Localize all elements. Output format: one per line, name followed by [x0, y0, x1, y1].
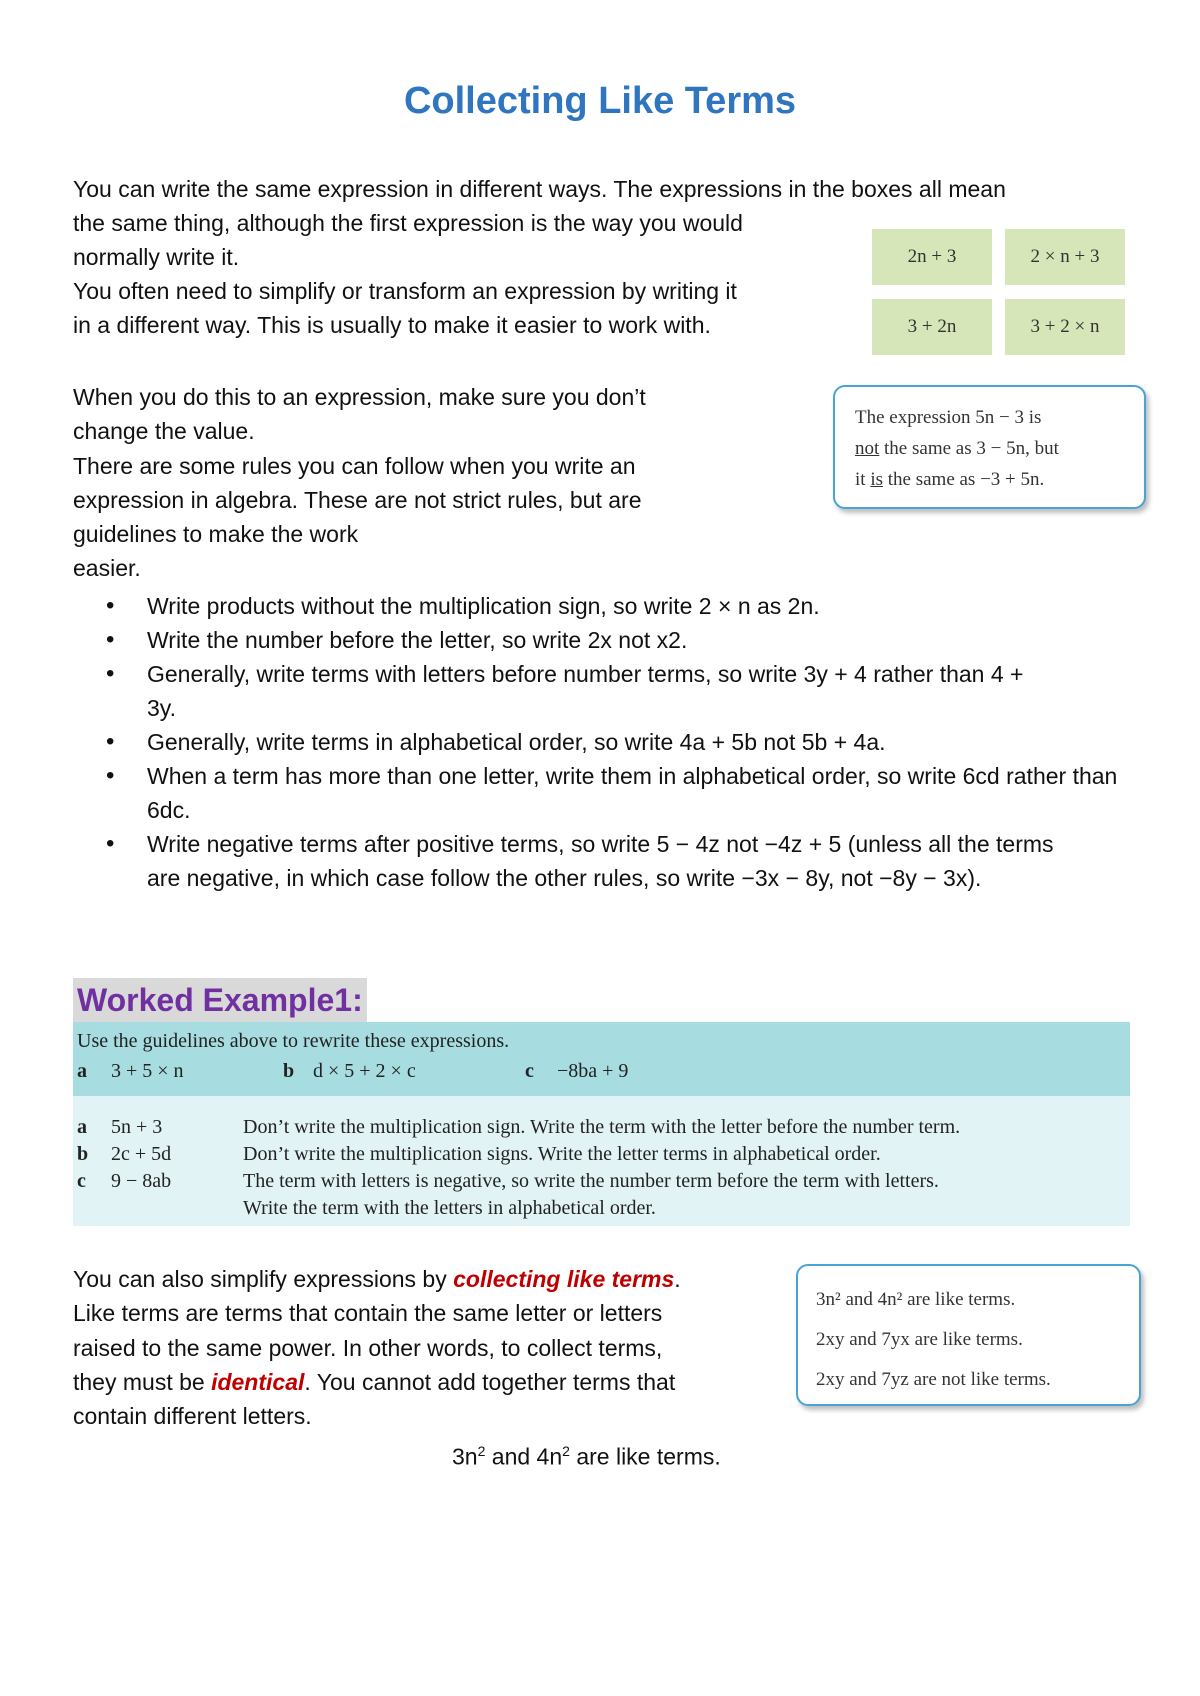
- final-like-terms-line: [452, 1434, 721, 1474]
- note1-line-2: [855, 433, 1059, 465]
- page-title: Collecting Like Terms: [403, 80, 797, 122]
- final-term-1: 3n: [452, 1443, 478, 1470]
- para3-line-4-pre: they must be: [73, 1369, 212, 1395]
- note2-line-1: 3n² and 4n² are like terms.: [816, 1289, 1016, 1310]
- para3-line-2: Like terms are terms that contain the same letter or letters: [73, 1300, 663, 1326]
- para3-line-1-post: .: [674, 1266, 681, 1292]
- answer-explanation-b: Don’t write the multiplication signs. Write the letter terms in alphabetical order.: [243, 1143, 881, 1165]
- para2-line-5: guidelines to make the work: [73, 521, 359, 547]
- worked-example-title: Worked Example1:: [73, 978, 367, 1022]
- intro-line-3: normally write it.: [73, 244, 240, 270]
- para3-line-4-post: . You cannot add together terms that: [304, 1369, 676, 1395]
- rule-item: • Write products without the multiplication sign, so write 2 × n as 2n.: [73, 589, 1143, 623]
- rule-item: • Write the number before the letter, so write 2x not x2.: [73, 623, 1143, 657]
- rule-item: • Write negative terms after positive terms, so write 5 − 4z not −4z + 5 (unless all the terms are negative, in which case follow the other rules, so write −3x − 8y, not −8y − 3x).: [73, 827, 1092, 895]
- note1-line-3-pre: it: [855, 469, 871, 490]
- question-label-c: c: [525, 1060, 534, 1082]
- para2-line-6: easier.: [73, 555, 141, 581]
- final-power-1: 2: [477, 1443, 486, 1459]
- answer-expr-b: 2c + 5d: [111, 1143, 172, 1165]
- para2-line-4: expression in algebra. These are not strict rules, but are: [73, 487, 642, 513]
- worked-example-answers: [73, 1096, 1130, 1226]
- note1-line-3: [855, 464, 1044, 496]
- answer-explanation-c: The term with letters is negative, so write the number term before the term with letters.: [243, 1170, 939, 1192]
- note1-not: not: [855, 438, 880, 459]
- question-expr-a: 3 + 5 × n: [111, 1060, 184, 1082]
- para2-line-3: There are some rules you can follow when you write an: [73, 453, 636, 479]
- answer-label-b: b: [77, 1143, 89, 1165]
- final-term-2: and 4n: [485, 1443, 563, 1470]
- question-label-a: a: [77, 1060, 87, 1082]
- answer-label-c: c: [77, 1170, 86, 1192]
- equiv-box-3: 3 + 2n: [872, 299, 992, 355]
- equiv-box-4: 3 + 2 × n: [1005, 299, 1125, 355]
- answer-label-a: a: [77, 1116, 87, 1138]
- rule-item: • Generally, write terms with letters before number terms, so write 3y + 4 rather than 4 + 3y.: [73, 657, 1037, 725]
- equiv-box-2: 2 × n + 3: [1005, 229, 1125, 285]
- para3-line-4: [73, 1365, 675, 1399]
- intro-line-2: the same thing, although the first expression is the way you would: [73, 210, 743, 236]
- note-box-expression: [833, 385, 1146, 509]
- rules-list: [73, 589, 1143, 895]
- para2-line-1: When you do this to an expression, make sure you don’t: [73, 384, 646, 410]
- question-expr-b: d × 5 + 2 × c: [313, 1060, 416, 1082]
- worked-example-questions: [73, 1022, 1130, 1096]
- note2-line-2: 2xy and 7yx are like terms.: [816, 1329, 1023, 1350]
- para3-line-1-pre: You can also simplify expressions by: [73, 1266, 454, 1292]
- intro-line-4: You often need to simplify or transform an expression by writing it: [73, 278, 737, 304]
- note1-line-3-rest: the same as −3 + 5n.: [883, 469, 1045, 490]
- emphasis-collecting-like-terms: collecting like terms: [453, 1266, 675, 1292]
- answer-expr-c: 9 − 8ab: [111, 1170, 172, 1192]
- note1-line-1: The expression 5n − 3 is: [855, 407, 1042, 428]
- intro-line-5: in a different way. This is usually to make it easier to work with.: [73, 312, 711, 338]
- emphasis-identical: identical: [211, 1369, 305, 1395]
- para3-line-3: raised to the same power. In other words, to collect terms,: [73, 1335, 663, 1361]
- answer-expr-a: 5n + 3: [111, 1116, 163, 1138]
- note-box-like-terms: [796, 1264, 1141, 1406]
- para3-line-5: contain different letters.: [73, 1403, 312, 1429]
- para2-line-2: change the value.: [73, 418, 255, 444]
- para3-line-1: [73, 1262, 681, 1296]
- answer-explanation-c-2: Write the term with the letters in alphabetical order.: [243, 1197, 656, 1219]
- answer-explanation-a: Don’t write the multiplication sign. Write the term with the letter before the number term.: [243, 1116, 961, 1138]
- rule-item: • Generally, write terms in alphabetical order, so write 4a + 5b not 5b + 4a.: [73, 725, 1143, 759]
- worked-example-instruction: Use the guidelines above to rewrite these expressions.: [77, 1030, 510, 1052]
- final-term-3: are like terms.: [569, 1443, 721, 1470]
- final-power-2: 2: [562, 1443, 570, 1459]
- question-expr-c: −8ba + 9: [557, 1060, 629, 1082]
- note2-line-3: 2xy and 7yz are not like terms.: [816, 1369, 1051, 1390]
- intro-line-1: You can write the same expression in different ways. The expressions in the boxes all mean: [73, 176, 1006, 202]
- equiv-box-1: 2n + 3: [872, 229, 992, 285]
- note1-line-2-rest: the same as 3 − 5n, but: [879, 438, 1059, 459]
- note1-is: is: [870, 469, 883, 490]
- question-label-b: b: [283, 1060, 295, 1082]
- rule-item: • When a term has more than one letter, write them in alphabetical order, so write 6cd rather than 6dc.: [73, 759, 1143, 827]
